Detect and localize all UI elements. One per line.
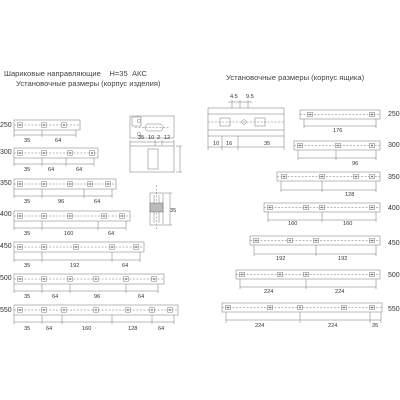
right-rail-250 — [300, 110, 380, 128]
dim-label: 35 — [24, 231, 31, 237]
dim-label: 64 — [122, 263, 129, 269]
rail-outline — [222, 303, 382, 312]
right-rail-450 — [250, 236, 380, 256]
right-rail-350 — [277, 172, 380, 192]
dim-label: 160 — [288, 221, 298, 227]
dim-label: 224 — [264, 289, 274, 295]
mounting-hole-center — [43, 278, 45, 280]
mounting-hole-center — [241, 274, 243, 276]
left-title: Шариковые направляющие H=35 АКС — [4, 69, 147, 78]
dim-label: 64 — [46, 326, 53, 332]
length-label-left-350: 350 — [0, 180, 12, 187]
mounting-hole-center — [169, 309, 171, 311]
mounting-hole-center — [305, 207, 307, 209]
mounting-hole-center — [283, 176, 285, 178]
dim-label: 35 — [24, 326, 31, 332]
dim-label: 128 — [128, 326, 138, 332]
length-label-left-550: 550 — [0, 307, 12, 314]
mounting-hole-center — [371, 274, 373, 276]
mounting-hole-center — [227, 307, 229, 309]
dim-label: 16 — [226, 141, 233, 147]
mounting-hole-center — [299, 145, 301, 147]
dim-label: 35 — [264, 141, 271, 147]
mounting-hole-center — [121, 215, 123, 217]
dim-label: 4.5 — [230, 94, 238, 100]
dim-label: 96 — [58, 199, 65, 205]
mounting-hole-center — [43, 309, 45, 311]
mounting-hole-center — [153, 278, 155, 280]
hole-square — [132, 117, 141, 126]
right-subtitle: Установочные размеры (корпус ящика) — [226, 73, 365, 82]
mounting-hole-center — [337, 145, 339, 147]
mounting-hole-center — [279, 274, 281, 276]
dim-label: 160 — [82, 326, 92, 332]
section-view-bottom — [130, 140, 182, 172]
top-view-rail — [208, 100, 284, 150]
right-rail-300 — [294, 141, 380, 160]
mounting-hole-center — [107, 183, 109, 185]
left-rail-350 — [14, 179, 116, 198]
mounting-hole-center — [305, 274, 307, 276]
mounting-hole-center — [95, 278, 97, 280]
dim-label: 64 — [138, 294, 145, 300]
dim-label: 35 — [24, 138, 31, 144]
mounting-hole-center — [63, 124, 65, 126]
length-label-right-500: 500 — [388, 272, 400, 279]
mounting-hole-center — [43, 246, 45, 248]
mounting-hole-center — [19, 246, 21, 248]
mounting-hole-center — [19, 215, 21, 217]
dim-label: 35 — [24, 263, 31, 269]
dim-label: 10 — [148, 135, 155, 141]
mounting-hole-center — [371, 207, 373, 209]
mounting-hole-center — [69, 152, 71, 154]
left-dimension-labels — [24, 138, 164, 332]
dim-label: 64 — [108, 231, 115, 237]
right-rail-500 — [236, 270, 380, 289]
dim-label: 64 — [55, 138, 62, 144]
mounting-hole-center — [95, 309, 97, 311]
mounting-hole-center — [371, 145, 373, 147]
dim-label: 96 — [94, 294, 101, 300]
left-rail-250 — [14, 120, 80, 137]
dim-label: 192 — [70, 263, 80, 269]
right-rail-550 — [222, 303, 382, 323]
left-subtitle: Установочные размеры (корпус изделия) — [16, 79, 161, 88]
mounting-hole-center — [19, 152, 21, 154]
length-label-left-500: 500 — [0, 275, 12, 282]
dim-label: 64 — [48, 167, 55, 173]
dim-label: 192 — [338, 256, 348, 262]
dim-label: 160 — [64, 231, 74, 237]
mounting-hole-center — [43, 124, 45, 126]
mounting-hole-center — [309, 114, 311, 116]
mounting-hole-center — [135, 246, 137, 248]
mounting-hole-center — [69, 215, 71, 217]
mounting-hole-center — [19, 309, 21, 311]
mounting-hole-center — [269, 207, 271, 209]
mounting-hole-center — [371, 114, 373, 116]
mounting-hole-center — [321, 207, 323, 209]
dim-label: 10 — [213, 141, 220, 147]
mounting-hole-center — [343, 307, 345, 309]
mounting-hole-center — [91, 152, 93, 154]
dim-label: 192 — [276, 256, 286, 262]
profile-inner — [148, 149, 158, 169]
left-rail-450 — [14, 242, 144, 262]
left-rail-500 — [14, 274, 164, 293]
hole — [137, 119, 141, 123]
dim-label: 35 — [170, 208, 177, 214]
mounting-hole-center — [111, 246, 113, 248]
mounting-hole-center — [69, 278, 71, 280]
dim-label: 224 — [328, 323, 338, 329]
length-label-left-300: 300 — [0, 149, 12, 156]
mounting-hole-center — [127, 309, 129, 311]
left-rail-300 — [14, 148, 98, 166]
dim-label: 35 — [24, 294, 31, 300]
hole-square — [255, 118, 265, 126]
mounting-hole-center — [321, 176, 323, 178]
mounting-hole-center — [63, 309, 65, 311]
dim-label: 9.5 — [246, 94, 254, 100]
mounting-hole-center — [371, 240, 373, 242]
length-label-right-550: 550 — [388, 306, 400, 313]
mounting-hole-center — [315, 240, 317, 242]
length-label-left-450: 450 — [0, 243, 12, 250]
bracket-outline — [130, 146, 174, 172]
hole-square — [220, 118, 230, 126]
length-label-right-450: 450 — [388, 240, 400, 247]
dim-label: 176 — [333, 128, 343, 134]
mounting-hole-center — [255, 240, 257, 242]
dim-label: 2 — [157, 135, 161, 141]
mounting-hole-center — [355, 176, 357, 178]
length-label-left-250: 250 — [0, 122, 12, 129]
mounting-hole-center — [371, 176, 373, 178]
dim-label: 12 — [164, 135, 171, 141]
dim-label: 96 — [352, 161, 359, 167]
mounting-hole-center — [19, 278, 21, 280]
dim-label: 64 — [94, 199, 101, 205]
mounting-hole-center — [75, 246, 77, 248]
dim-label: 64 — [158, 326, 165, 332]
mounting-hole-center — [289, 240, 291, 242]
dim-label: 35 — [138, 135, 145, 141]
length-label-right-400: 400 — [388, 205, 400, 212]
mounting-hole-center — [69, 183, 71, 185]
mounting-hole-center — [299, 307, 301, 309]
dim-label: 35 — [372, 323, 379, 329]
mounting-hole-center — [43, 215, 45, 217]
dim-label: 128 — [345, 192, 355, 198]
dim-label: 160 — [343, 221, 353, 227]
length-label-right-250: 250 — [388, 111, 400, 118]
length-label-right-350: 350 — [388, 174, 400, 181]
mounting-hole-center — [43, 152, 45, 154]
mounting-hole-center — [19, 183, 21, 185]
mounting-hole-center — [125, 278, 127, 280]
mounting-hole-center — [103, 215, 105, 217]
dim-label: 224 — [335, 289, 345, 295]
mounting-hole-center — [89, 183, 91, 185]
mounting-hole-center — [371, 307, 373, 309]
dim-label: 64 — [52, 294, 59, 300]
dim-label: 35 — [24, 167, 31, 173]
dim-label: 224 — [255, 323, 265, 329]
mounting-hole-center — [43, 183, 45, 185]
mounting-hole-center — [19, 124, 21, 126]
mounting-hole-center — [151, 309, 153, 311]
dim-label: 64 — [76, 167, 83, 173]
mounting-hole-center — [269, 307, 271, 309]
profile-hatch — [150, 203, 163, 212]
length-label-left-400: 400 — [0, 211, 12, 218]
right-rail-400 — [264, 203, 380, 222]
length-label-right-300: 300 — [388, 142, 400, 149]
dim-label: 35 — [24, 199, 31, 205]
